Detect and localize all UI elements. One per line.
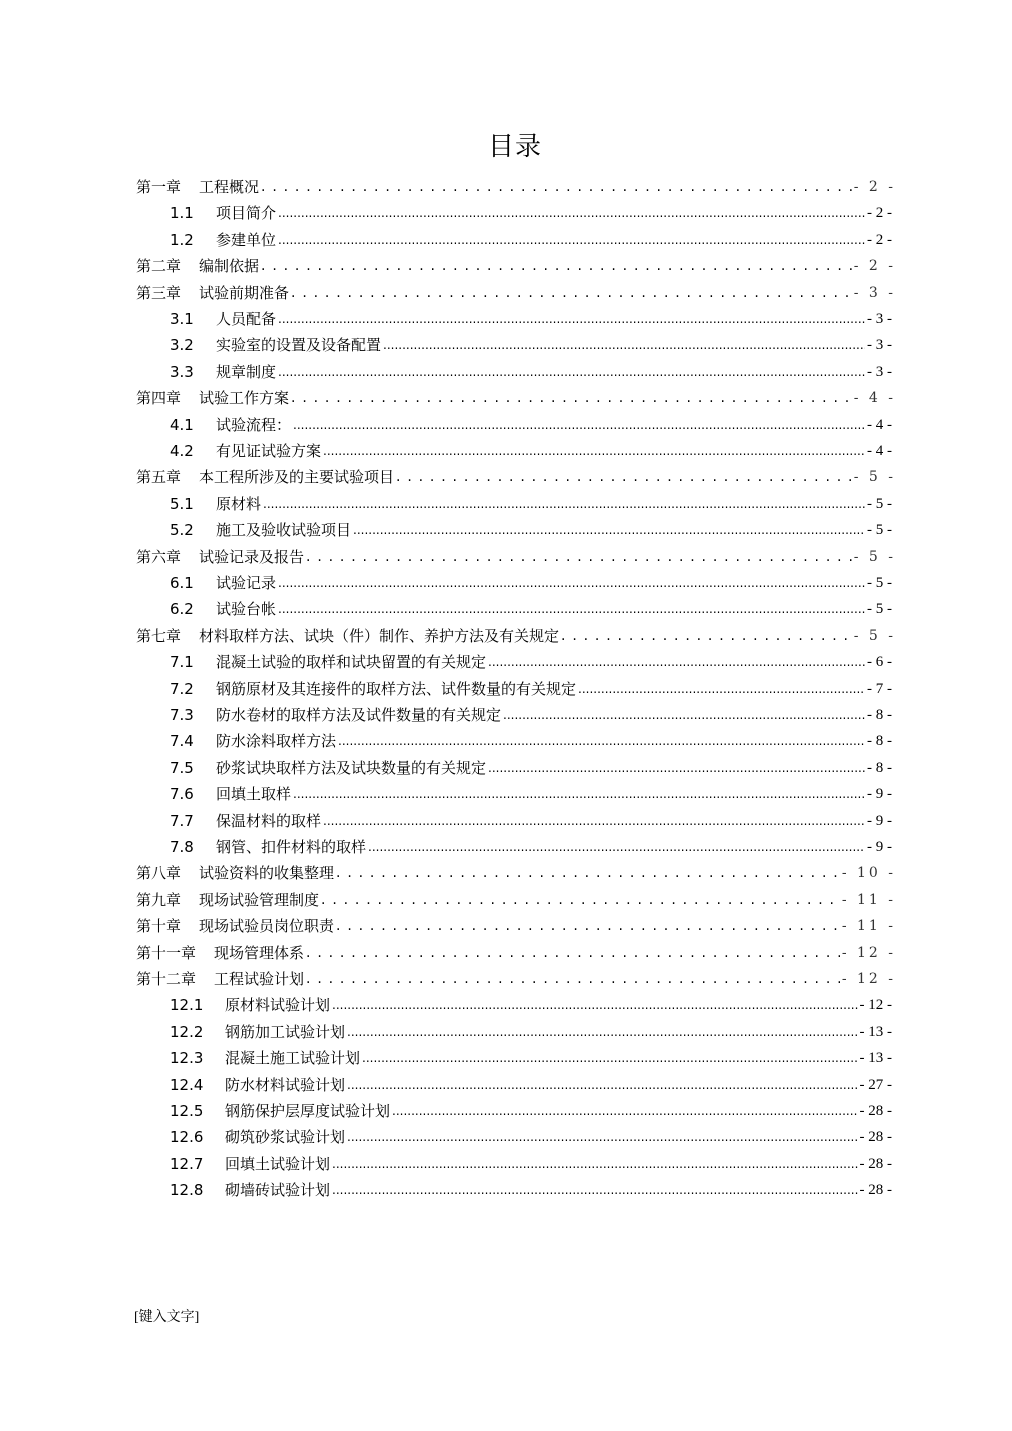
- toc-dot-leader: [347, 1019, 857, 1045]
- toc-entry-number: 12.6: [170, 1128, 204, 1147]
- toc-section-entry[interactable]: [170, 992, 892, 1018]
- toc-entry-label: 混凝土试验的取样和试块留置的有关规定: [216, 653, 487, 672]
- toc-section-entry[interactable]: [170, 676, 892, 702]
- toc-entry-number: 4.2: [170, 442, 194, 460]
- toc-entry-label: 试验工作方案: [199, 389, 290, 408]
- toc-entry-label: 参建单位: [216, 230, 277, 249]
- toc-dot-leader: [291, 385, 852, 411]
- toc-entry-number: 7.3: [170, 706, 194, 724]
- toc-entry-page-number: - 2 -: [867, 205, 892, 222]
- toc-entry-page-number: - 11 -: [841, 891, 896, 908]
- toc-dot-leader: [347, 1124, 857, 1150]
- toc-entry-number: 6.1: [170, 574, 194, 592]
- toc-entry-page-number: - 13 -: [859, 1050, 892, 1067]
- toc-entry-number: 3.1: [170, 310, 194, 328]
- toc-section-entry[interactable]: [170, 1124, 892, 1150]
- toc-dot-leader: [347, 1072, 857, 1098]
- toc-entry-page-number: - 4 -: [853, 390, 896, 407]
- toc-section-entry[interactable]: [170, 1151, 892, 1177]
- toc-entry-page-number: - 12 -: [841, 944, 896, 961]
- toc-entry-page-number: - 9 -: [867, 812, 892, 829]
- toc-dot-leader: [278, 596, 865, 622]
- toc-dot-leader: [332, 1177, 857, 1203]
- toc-entry-number: 7.6: [170, 785, 194, 804]
- toc-section-entry[interactable]: [170, 649, 892, 675]
- toc-entry-number: 7.8: [170, 838, 194, 856]
- toc-entry-page-number: - 10 -: [841, 865, 896, 882]
- toc-entry-page-number: - 5 -: [867, 495, 892, 512]
- toc-entry-number: 7.4: [170, 732, 194, 751]
- toc-entry-label: 砌墙砖试验计划: [225, 1181, 331, 1200]
- toc-entry-label: 防水材料试验计划: [225, 1075, 346, 1094]
- toc-entry-label: 保温材料的取样: [216, 811, 322, 830]
- toc-entry-page-number: - 4 -: [867, 416, 892, 433]
- toc-entry-page-number: - 5 -: [867, 522, 892, 539]
- toc-section-entry[interactable]: [170, 332, 892, 358]
- toc-entry-label: 项目简介: [216, 204, 277, 223]
- toc-entry-page-number: - 8 -: [867, 707, 892, 723]
- toc-entry-page-number: - 27 -: [859, 1076, 892, 1093]
- toc-dot-leader: [332, 992, 857, 1018]
- toc-dot-leader: [488, 755, 865, 781]
- toc-dot-leader: [278, 359, 865, 385]
- toc-chapter-entry[interactable]: [136, 385, 896, 411]
- toc-chapter-entry[interactable]: [136, 544, 896, 570]
- toc-dot-leader: [503, 702, 865, 728]
- toc-entry-label: 试验流程：: [216, 415, 292, 434]
- toc-dot-leader: [306, 940, 840, 966]
- toc-entry-label: 回填土取样: [216, 785, 292, 804]
- toc-entry-number: 12.4: [170, 1075, 204, 1094]
- toc-entry-page-number: - 28 -: [859, 1182, 892, 1199]
- toc-entry-label: 原材料: [216, 494, 262, 513]
- toc-entry-label: 砂浆试块取样方法及试块数量的有关规定: [216, 758, 487, 777]
- toc-entry-number: 第二章: [136, 257, 182, 276]
- toc-dot-leader: [306, 966, 840, 992]
- toc-dot-leader: [293, 781, 865, 807]
- toc-entry-label: 施工及验收试验项目: [216, 521, 352, 540]
- toc-entry-page-number: - 5 -: [867, 575, 892, 591]
- toc-entry-label: 试验记录及报告: [199, 547, 305, 566]
- toc-entry-number: 第九章: [136, 890, 182, 909]
- toc-entry-number: 7.7: [170, 811, 194, 830]
- toc-chapter-entry[interactable]: [136, 940, 896, 966]
- toc-entry-page-number: - 4 -: [867, 443, 892, 459]
- toc-entry-label: 砌筑砂浆试验计划: [225, 1128, 346, 1147]
- toc-section-entry[interactable]: [170, 570, 892, 596]
- toc-chapter-entry[interactable]: [136, 253, 896, 279]
- toc-section-entry[interactable]: [170, 1177, 892, 1203]
- toc-dot-leader: [488, 649, 865, 675]
- toc-section-entry[interactable]: [170, 438, 892, 464]
- toc-entry-page-number: - 12 -: [841, 971, 896, 987]
- toc-entry-page-number: - 3 -: [867, 337, 892, 354]
- toc-entry-page-number: - 3 -: [867, 363, 892, 380]
- toc-entry-label: 工程试验计划: [214, 970, 305, 988]
- toc-entry-number: 第七章: [136, 626, 182, 645]
- footer-placeholder[interactable]: [键入文字]: [134, 1310, 200, 1325]
- toc-entry-label: 实验室的设置及设备配置: [216, 336, 382, 355]
- toc-chapter-entry[interactable]: [136, 887, 896, 913]
- toc-section-entry[interactable]: [170, 596, 892, 622]
- toc-entry-number: 12.5: [170, 1102, 204, 1120]
- toc-section-entry[interactable]: [170, 728, 892, 754]
- toc-entry-page-number: - 13 -: [859, 1023, 892, 1040]
- toc-entry-label: 防水卷材的取样方法及试件数量的有关规定: [216, 706, 502, 724]
- toc-dot-leader: [578, 676, 865, 702]
- toc-section-entry[interactable]: [170, 834, 892, 860]
- toc-entry-number: 第十章: [136, 917, 182, 936]
- toc-section-entry[interactable]: [170, 412, 892, 438]
- toc-section-entry[interactable]: [170, 755, 892, 781]
- toc-section-entry[interactable]: [170, 306, 892, 332]
- toc-chapter-entry[interactable]: [136, 174, 896, 200]
- toc-chapter-entry[interactable]: [136, 966, 896, 992]
- toc-chapter-entry[interactable]: [136, 623, 896, 649]
- toc-dot-leader: [396, 464, 852, 490]
- toc-dot-leader: [261, 253, 852, 279]
- toc-entry-label: 试验前期准备: [199, 283, 290, 302]
- toc-entry-number: 12.3: [170, 1049, 204, 1068]
- toc-dot-leader: [323, 808, 865, 834]
- toc-dot-leader: [392, 1098, 857, 1124]
- toc-dot-leader: [383, 332, 865, 358]
- toc-entry-label: 混凝土施工试验计划: [225, 1049, 361, 1068]
- toc-entry-number: 3.2: [170, 336, 194, 355]
- toc-entry-number: 6.2: [170, 600, 194, 619]
- toc-section-entry[interactable]: [170, 1019, 892, 1045]
- toc-entry-number: 1.2: [170, 230, 194, 249]
- toc-chapter-entry[interactable]: [136, 913, 896, 939]
- toc-entry-page-number: - 9 -: [867, 839, 892, 855]
- toc-chapter-entry[interactable]: [136, 860, 896, 886]
- toc-entry-label: 试验台帐: [216, 600, 277, 619]
- toc-dot-leader: [353, 517, 865, 543]
- toc-entry-page-number: - 28 -: [859, 1103, 892, 1119]
- toc-entry-number: 5.1: [170, 494, 194, 513]
- toc-section-entry[interactable]: [170, 808, 892, 834]
- toc-dot-leader: [293, 412, 865, 438]
- toc-chapter-entry[interactable]: [136, 280, 896, 306]
- toc-entry-label: 原材料试验计划: [225, 996, 331, 1015]
- toc-entry-label: 人员配备: [216, 310, 277, 328]
- toc-entry-label: 试验资料的收集整理: [199, 864, 335, 883]
- toc-entry-page-number: - 5 -: [867, 601, 892, 618]
- toc-entry-number: 3.3: [170, 362, 194, 381]
- toc-entry-page-number: - 12 -: [859, 997, 892, 1014]
- toc-chapter-entry[interactable]: [136, 464, 896, 490]
- toc-entry-number: 7.2: [170, 679, 194, 698]
- toc-section-entry[interactable]: [170, 1098, 892, 1124]
- toc-title: 目录: [487, 132, 542, 162]
- toc-section-entry[interactable]: [170, 517, 892, 543]
- toc-dot-leader: [278, 306, 865, 332]
- toc-dot-leader: [291, 280, 852, 306]
- toc-entry-label: 钢筋原材及其连接件的取样方法、试件数量的有关规定: [216, 679, 577, 698]
- toc-section-entry[interactable]: [170, 491, 892, 517]
- toc-entry-number: 第五章: [136, 468, 182, 487]
- toc-entry-number: 7.1: [170, 653, 194, 672]
- toc-entry-page-number: - 5 -: [853, 627, 896, 644]
- toc-section-entry[interactable]: [170, 200, 892, 226]
- toc-dot-leader: [362, 1045, 857, 1071]
- toc-section-entry[interactable]: [170, 1072, 892, 1098]
- toc-section-entry[interactable]: [170, 359, 892, 385]
- toc-entry-label: 防水涂料取样方法: [216, 732, 337, 751]
- toc-dot-leader: [338, 728, 865, 754]
- toc-entry-label: 有见证试验方案: [216, 442, 322, 460]
- toc-section-entry[interactable]: [170, 781, 892, 807]
- toc-entry-page-number: - 2 -: [853, 258, 896, 275]
- toc-entry-label: 钢筋保护层厚度试验计划: [225, 1102, 391, 1120]
- toc-entry-label: 编制依据: [199, 257, 260, 276]
- toc-entry-label: 规章制度: [216, 362, 277, 381]
- toc-entry-number: 12.7: [170, 1154, 204, 1173]
- toc-entry-number: 第三章: [136, 283, 182, 302]
- toc-entry-page-number: - 28 -: [859, 1155, 892, 1172]
- toc-entry-page-number: - 6 -: [867, 654, 892, 671]
- toc-entry-label: 现场试验管理制度: [199, 890, 320, 909]
- toc-entry-number: 1.1: [170, 204, 194, 223]
- toc-dot-leader: [368, 834, 865, 860]
- toc-entry-page-number: - 5 -: [853, 469, 896, 486]
- toc-entry-label: 试验记录: [216, 574, 277, 592]
- toc-entry-number: 第八章: [136, 864, 182, 883]
- toc-entry-label: 钢管、扣件材料的取样: [216, 838, 367, 856]
- toc-dot-leader: [261, 174, 852, 200]
- toc-entry-number: 12.8: [170, 1181, 204, 1200]
- toc-dot-leader: [321, 887, 840, 913]
- toc-section-entry[interactable]: [170, 702, 892, 728]
- toc-entry-page-number: - 5 -: [853, 548, 896, 565]
- toc-entry-number: 第四章: [136, 389, 182, 408]
- toc-dot-leader: [306, 544, 852, 570]
- toc-entry-number: 第十二章: [136, 970, 197, 988]
- toc-dot-leader: [332, 1151, 857, 1177]
- toc-entry-page-number: - 3 -: [853, 284, 896, 301]
- toc-dot-leader: [278, 200, 865, 226]
- toc-entry-page-number: - 2 -: [867, 231, 892, 248]
- toc-section-entry[interactable]: [170, 227, 892, 253]
- toc-dot-leader: [278, 570, 865, 596]
- toc-entry-page-number: - 8 -: [867, 733, 892, 750]
- toc-entry-label: 回填土试验计划: [225, 1154, 331, 1173]
- toc-entry-number: 7.5: [170, 758, 194, 777]
- toc-dot-leader: [278, 227, 865, 253]
- toc-entry-label: 钢筋加工试验计划: [225, 1022, 346, 1041]
- toc-entry-label: 现场试验员岗位职责: [199, 917, 335, 936]
- toc-dot-leader: [263, 491, 865, 517]
- toc-entry-number: 4.1: [170, 415, 194, 434]
- toc-entry-number: 第十一章: [136, 943, 197, 962]
- toc-entry-page-number: - 9 -: [867, 786, 892, 803]
- toc-entry-page-number: - 3 -: [867, 311, 892, 327]
- toc-entry-number: 第一章: [136, 178, 182, 196]
- toc-entry-page-number: - 7 -: [867, 680, 892, 697]
- toc-dot-leader: [336, 860, 840, 886]
- toc-dot-leader: [323, 438, 865, 464]
- toc-entry-page-number: - 28 -: [859, 1129, 892, 1146]
- toc-entry-page-number: - 8 -: [867, 759, 892, 776]
- toc-entry-page-number: - 2 -: [853, 179, 896, 195]
- toc-entry-number: 12.2: [170, 1022, 204, 1041]
- toc-entry-label: 现场管理体系: [214, 943, 305, 962]
- toc-entry-number: 第六章: [136, 547, 182, 566]
- toc-section-entry[interactable]: [170, 1045, 892, 1071]
- toc-dot-leader: [561, 623, 852, 649]
- toc-entry-number: 5.2: [170, 521, 194, 540]
- toc-entry-label: 本工程所涉及的主要试验项目: [199, 468, 395, 487]
- toc-entry-page-number: - 11 -: [841, 918, 896, 935]
- toc-entry-number: 12.1: [170, 996, 204, 1015]
- toc-dot-leader: [336, 913, 840, 939]
- toc-entry-label: 工程概况: [199, 178, 260, 196]
- toc-entry-label: 材料取样方法、试块（件）制作、养护方法及有关规定: [199, 626, 560, 645]
